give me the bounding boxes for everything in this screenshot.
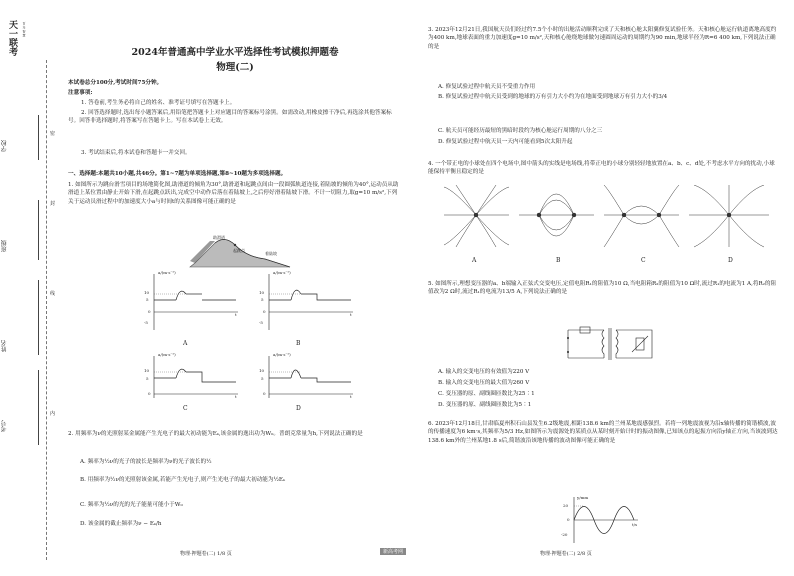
tick-a-0: 0 [148,309,151,314]
choice-label-c: C [183,405,188,412]
binding-line [46,60,47,560]
q1-graph-d [255,352,355,402]
field-c [604,185,679,247]
tick-b-10: 10 [259,290,265,295]
footer-left: 物理·押题卷(二) 1/8 页 [180,551,232,557]
q2-option-b: B. 用频率为½ν的光照射该金属,若能产生光电子,则产生光电子的最大初动能为½Eₖ [80,477,285,483]
seal-char-1: 密 [50,131,56,137]
watermark: 新高考网 [380,548,406,555]
ylabel-a: a/(m·s⁻²) [158,270,176,275]
q6-text: 6. 2023年12月18日,甘肃临夏州积石山县发生6.2级地震,相距138.6 km的兰州某地震感强烈。若将一列地震波视为沿x轴传播的简谐横波,波的传播速度为6 km·s,其频率为5/3 Hz,如图所示为震源处的某质点从某时刻开始计时的振动图像,已知该点的起振方向沿y轴正方向,当该波到达138.6 km外的兰州某地1.8 s后,简谐波沿该地传播的波动图像可能正确的是 [428,421,778,444]
label-name: 姓名 [1,340,8,352]
brand-logo [6,20,34,72]
school-field[interactable] [38,115,41,160]
note-3: 3. 考试结束后,将本试卷和答题卡一并交回。 [81,150,191,156]
brand-sub: 百 年 智 慧 [22,22,26,37]
q3-option-d: D. 修复试验过程中航天员一天内可能看到5次太阳升起 [438,139,573,145]
exam-subtitle: 物理(二) [216,62,254,73]
field-d [689,185,769,247]
q1-text: 1. 如图所示为跳台滑雪项目的场地简化图,助滑道的倾角为30°,助滑道和起跳点间由一段圆弧轨道连接,着陆坡的倾角为40°,运动员从助滑道上某位置由静止开始下滑,在起跳点跃出,完成空中动作后落在着陆坡上,之后停好滑着陆坡下滑。不计一切阻力,取g=10 m/s²,下列关于运动员滑过程中的加速度大小a与时间t的关系图像可能正确的是 [68,182,399,205]
brand-name: 天一联考 [7,20,17,56]
tick-c-10: 10 [144,368,150,373]
tick-d-10: 10 [259,368,265,373]
id-field[interactable] [38,370,41,445]
name-field[interactable] [38,280,41,355]
tick-d-0: 0 [263,391,266,396]
xlabel-b: t [350,312,352,317]
tick-b-0: 0 [263,309,266,314]
ylabel-b: a/(m·s⁻²) [273,270,291,275]
tick-a-neg5: -5 [144,320,148,325]
label-takeoff: 起跳点 [233,248,245,253]
q2-option-c: C. 频率为½ν的光的光子能量可能小于W₀ [80,502,183,508]
transformer-circuit [566,322,656,366]
q5-text: 5. 如图所示,理想变压器的a、b端输入正弦式交变电压,定值电阻R₁的阻值为10 Ω,当电阻箱R₂的阻值为10 Ω时,流过R₁的电流为1 A,将R₂的阻值改为2 Ω时,流过R₁的电流为13/5 A,下列说法正确的是 [428,281,777,296]
q3-option-b: B. 修复试验过程中航天员受到的地球的万有引力大小约为在地面受到地球万有引力大小的3/4 [438,94,668,100]
q4-field-figures [434,185,774,257]
q6-ylabel: y/mm [577,495,589,500]
q6-tick-neg20: -20 [561,532,568,537]
q5-option-d: D. 变压器的原、副线圈匝数比为5∶1 [438,402,532,408]
seal-char-2: 封 [50,201,56,207]
section-heading: 一、选择题:本题共10小题,共46分。第1~7题为单项选择题,第8~10题为多项选择题。 [68,171,287,177]
label-id: 考号 [1,420,8,432]
q5-option-c: C. 变压器的原、副线圈匝数比为25∶1 [438,391,535,397]
note-1: 1. 答卷前,考生务必将自己的姓名、准考证号填写在答题卡上。 [81,100,236,106]
tick-a-5: 5 [146,297,149,302]
tick-c-5: 5 [146,376,149,381]
seal-char-4: 内 [50,411,56,417]
tick-c-0: 0 [148,391,151,396]
q1-graph-c [140,352,240,402]
tick-d-5: 5 [261,376,264,381]
label-landing: 着陆坡 [265,251,277,256]
q4-choice-c: C [641,257,646,264]
note-2: 2. 回答选择题时,选出每小题答案后,用铅笔把答题卡上对应题目的答案标号涂黑。如需改动,用橡皮擦干净后,再选涂其他答案标号。回答非选择题时,将答案写在答题卡上。写在本试卷上无效。 [68,110,392,125]
choice-label-b: B [296,340,301,347]
q3-text: 3. 2023年12月21日,我国航天员们经过约7.5个小时的出舱活动顺利完成了天和核心舱太阳翼修复试验任务。天和核心舱运行轨道离地高度约为400 km,地球表面的重力加速度g=10 m/s²,天和核心舱绕地球做匀速圆周运动的周期约为90 min,地球半径为R=6 400 km,下列说法正确的是 [428,27,777,50]
q2-option-d: D. 该金属的截止频率为ν − Eₖ/h [80,521,162,527]
choice-label-a: A [183,340,188,347]
notes-heading: 注意事项: [68,90,93,96]
xlabel-c: t [235,394,237,399]
tick-b-neg5: -5 [259,320,263,325]
label-runway: 助滑道 [213,235,225,240]
q5-option-a: A. 输入的交变电压的有效值为220 V [438,369,530,375]
ski-jump-figure [185,231,295,269]
q5-option-b: B. 输入的交变电压的最大值为260 V [438,380,530,386]
q1-graph-b [255,270,355,334]
q3-option-a: A. 修复试验过程中航天员不受重力作用 [438,84,536,90]
ylabel-d: a/(m·s⁻²) [273,352,291,357]
q6-vibration-graph [560,495,640,545]
exam-title: 2024年普通高中学业水平选择性考试模拟押题卷 [131,47,339,58]
q4-text: 4. 一个带正电的小球处在四个电场中,图中箭头的实线是电场线,将带正电的小球分别轻轻地放置在a、b、c、d处,不考虑水平方向的扰动,小球能保持平衡且稳定的是 [428,161,775,176]
field-b [519,194,594,236]
class-field[interactable] [38,200,41,260]
q6-tick-0: 0 [567,517,570,522]
label-class: 班级 [1,240,8,252]
xlabel-d: t [350,394,352,399]
q4-choice-d: D [728,257,733,264]
ylabel-c: a/(m·s⁻²) [158,352,176,357]
footer-right: 物理·押题卷(二) 2/8 页 [540,551,592,557]
q1-graph-a [140,270,240,334]
q6-tick-20: 20 [563,503,569,508]
q2-option-a: A. 频率为½ν的光子的波长是频率为ν的光子波长的½ [80,459,212,465]
choice-label-d: D [296,405,301,412]
q2-text: 2. 用频率为ν的光照射某金属能产生光电子的最大初动能为Eₖ,该金属的逸出功为W₀。普朗克常量为h,下列说法正确的是 [68,431,363,437]
xlabel-a: t [235,312,237,317]
q3-option-c: C. 航天员可能经历最短的黑暗时段约为核心舱运行周期的八分之三 [438,128,603,134]
field-a [444,185,509,247]
exam-intro: 本试卷总分100分,考试时间75分钟。 [68,80,163,86]
label-school: 学校 [1,140,8,152]
q6-xlabel: t/s [632,522,638,527]
tick-a-10: 10 [144,290,150,295]
seal-char-3: 线 [50,291,56,297]
tick-b-5: 5 [261,297,264,302]
q4-choice-b: B [556,257,561,264]
q4-choice-a: A [472,257,477,264]
